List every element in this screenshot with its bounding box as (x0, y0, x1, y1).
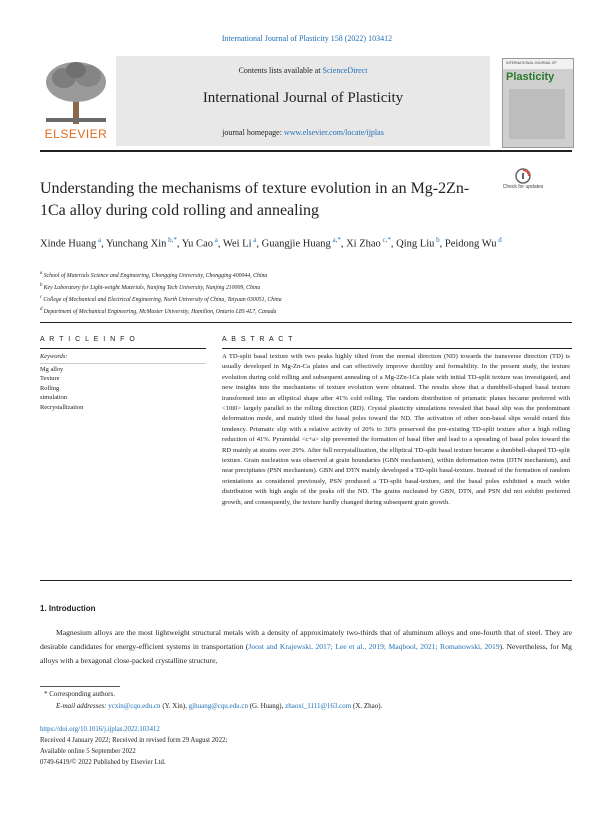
abstract-text: A TD-split basal texture with two peaks highly tilted from the normal direction (ND) towards the transverse direction (TD) is usually developed in Mg-Zn-Ca plates and can effectively improve ductility and formability. In the present study, the texture evolution during cold rolling and subsequent annealing of a Mg-2Zn-1Ca plate with initial TD-split texture was investigated, and new insights into the mechanisms of texture evolution were obtained. The results show that a dumbbell-shaped basal texture transformed into an elliptical shape after 41% cold rolling. The random distribution of prismatic planes became preferred with <10ī0> largely parallel to the rolling direction (RD). Crystal plasticity simulations revealed that basal slip was the predominant deformation mode, and mainly tilted the basal poles toward the ND. The activation of other non-basal slips would retard this tendency. Prismatic slip with a relative activity of 20% to 30% preserved the pre-existing TD-split texture after a high rolling reduction of 41%. Pyramidal <c+a> slip prevented the formation of basal fiber and lead to a spreading of basal poles toward the RD mainly at strains over 29%. After full recrystallization, the elliptical TD-split basal texture became a dumbbell-shaped TD-split texture. Grain nucleation was observed at grain boundaries (GBN mechanism), within deformation twins (DTN mechanism), and near precipitates (PSN mechanism). GBN and DTN mainly developed a TD-split basal-texture. Instead of the formation of random orientations as considered previously, PSN produced a TD-split basal-texture, and the basal poles exhibited a much wider distribution with high angle of the peaks off the ND. The grains nucleated by GBN, DTN, and PSN did not exhibit preferred growth, and consequently, the texture hardly changed during subsequent grain growth. (222, 353, 570, 506)
author-affiliation-mark[interactable]: a (251, 236, 257, 244)
header-rule (40, 150, 572, 152)
email-owner: (X. Zhao). (351, 702, 383, 710)
abstract-end-rule (40, 580, 572, 581)
corresponding-authors-note: * Corresponding authors. (44, 690, 115, 698)
email-label: E-mail addresses: (56, 702, 109, 710)
keywords-block (40, 352, 206, 413)
sciencedirect-link[interactable]: ScienceDirect (322, 66, 368, 75)
affiliation-text: Department of Mechanical Engineering, McMaster University, Hamilton, Ontario L8S 4L7, Canada (43, 308, 277, 315)
keyword: Rolling (40, 384, 60, 392)
author-affiliation-mark[interactable]: c,* (380, 236, 391, 244)
affiliation-text: College of Mechanical and Electrical Engineering, North University of China, Taiyuan 030051, China (43, 296, 282, 303)
email-link[interactable]: zhaoxi_1111@163.com (285, 702, 352, 710)
contents-line (116, 66, 490, 75)
author-list: Xinde Huang $^a$, Yunchang Xin $^{b,*}$, Yu Cao $^a$, Wei Li $^a$, Guangjie Huang $^{a,*}$, Xi Zhao $^{c,*}$, Qing Liu $^b$, Peidong Wu $^d$ (40, 236, 502, 250)
author-name[interactable]: Guangjie Huang (261, 238, 331, 250)
affiliation (40, 281, 540, 293)
affiliation-list (40, 269, 540, 317)
article-title: Understanding the mechanisms of texture evolution in an Mg-2Zn-1Ca alloy during cold rolling and annealing (40, 180, 470, 219)
affiliation-mark: a (40, 271, 44, 276)
homepage-line (116, 128, 490, 137)
author-affiliation-mark[interactable]: a,* (330, 236, 341, 244)
affiliation-mark: c (40, 294, 44, 300)
article-info-heading: A R T I C L E I N F O (40, 336, 137, 343)
doi-link[interactable]: https://doi.org/10.1016/j.ijplas.2022.103412 (40, 726, 160, 733)
intro-text-1: Magnesium alloys are the most lightweight structural metals with a density of approximately two-thirds that of aluminum alloys and one-fourth that of steel. They are desirable candidates for energy-efficient systems in transportation ( (40, 628, 572, 651)
bibliographic-info (40, 724, 227, 768)
keywords-label: Keywords: (40, 352, 206, 364)
affiliation-mark: d (40, 306, 44, 312)
affiliation-mark: b (40, 282, 44, 288)
intro-text-2: ). Nevertheless, for Mg alloys with a hexagonal close-packed crystalline structure, (40, 642, 572, 665)
author-affiliation-mark[interactable]: a (212, 236, 218, 244)
affiliation (40, 305, 540, 317)
keyword: simulation (40, 394, 67, 402)
author-affiliation-mark[interactable]: a (96, 236, 102, 244)
journal-cover-thumbnail[interactable] (502, 58, 574, 148)
author-affiliation-mark[interactable]: b,* (166, 236, 177, 244)
cover-top-text: INTERNATIONAL JOURNAL OF (506, 61, 557, 65)
contents-prefix: Contents lists available at (238, 66, 323, 75)
author-affiliation-mark[interactable]: d (496, 236, 502, 244)
affiliation-text: School of Materials Science and Engineering, Chongqing University, Chongqing 400044, China (43, 272, 268, 279)
author-name[interactable]: Xi Zhao (346, 238, 381, 250)
available-online: Available online 5 September 2022 (40, 748, 136, 755)
keyword: Texture (40, 375, 60, 383)
publisher-name: ELSEVIER (44, 127, 108, 141)
keywords-list (40, 365, 206, 413)
affiliation-text: Key Laboratory for Light-weight Materials, Nanjing Tech University, Nanjing 210009, China (43, 284, 261, 291)
email-link[interactable]: ycxin@cqu.edu.cn (108, 702, 161, 710)
cover-art (509, 89, 565, 139)
author-name[interactable]: Qing Liu (396, 238, 435, 250)
affiliation (40, 293, 540, 305)
keyword: Recrystallization (40, 403, 84, 411)
introduction-text (40, 626, 572, 668)
email-link[interactable]: gjhuang@cqu.edu.cn (188, 702, 248, 710)
author-name[interactable]: Peidong Wu (444, 238, 497, 250)
received-dates: Received 4 January 2022; Received in revised form 29 August 2022; (40, 737, 228, 744)
abstract-heading: A B S T R A C T (222, 336, 294, 343)
email-addresses (56, 702, 556, 710)
author-name[interactable]: Yunchang Xin (106, 238, 167, 250)
keyword: Mg alloy (40, 365, 64, 373)
intro-citations[interactable]: Joost and Krajewski, 2017; Lee et al., 2019; Maqbool, 2021; Romanowski, 2019 (248, 642, 500, 651)
email-owner: (G. Huang), (247, 702, 286, 710)
author-name[interactable]: Wei Li (222, 238, 252, 250)
article-info-rule (40, 348, 206, 349)
author-affiliation-mark[interactable]: b (434, 236, 440, 244)
introduction-heading: 1. Introduction (40, 604, 96, 613)
author-name[interactable]: Yu Cao (181, 238, 213, 250)
journal-title: International Journal of Plasticity (202, 90, 404, 106)
section-rule (40, 322, 572, 323)
affiliation (40, 269, 540, 281)
homepage-link[interactable]: www.elsevier.com/locate/ijplas (283, 128, 384, 137)
homepage-prefix: journal homepage: (222, 128, 284, 137)
author-name[interactable]: Xinde Huang (40, 238, 97, 250)
journal-citation[interactable]: International Journal of Plasticity 158 (2022) 103412 (221, 34, 393, 43)
check-updates-label[interactable]: Check for updates (502, 184, 544, 190)
email-owner: (Y. Xin), (160, 702, 189, 710)
check-updates-icon (506, 168, 540, 184)
cover-title: Plasticity (506, 71, 555, 83)
footnote-rule (40, 686, 120, 687)
issn-copyright: 0749-6419/© 2022 Published by Elsevier Ltd. (40, 759, 166, 766)
abstract-rule (222, 348, 572, 349)
